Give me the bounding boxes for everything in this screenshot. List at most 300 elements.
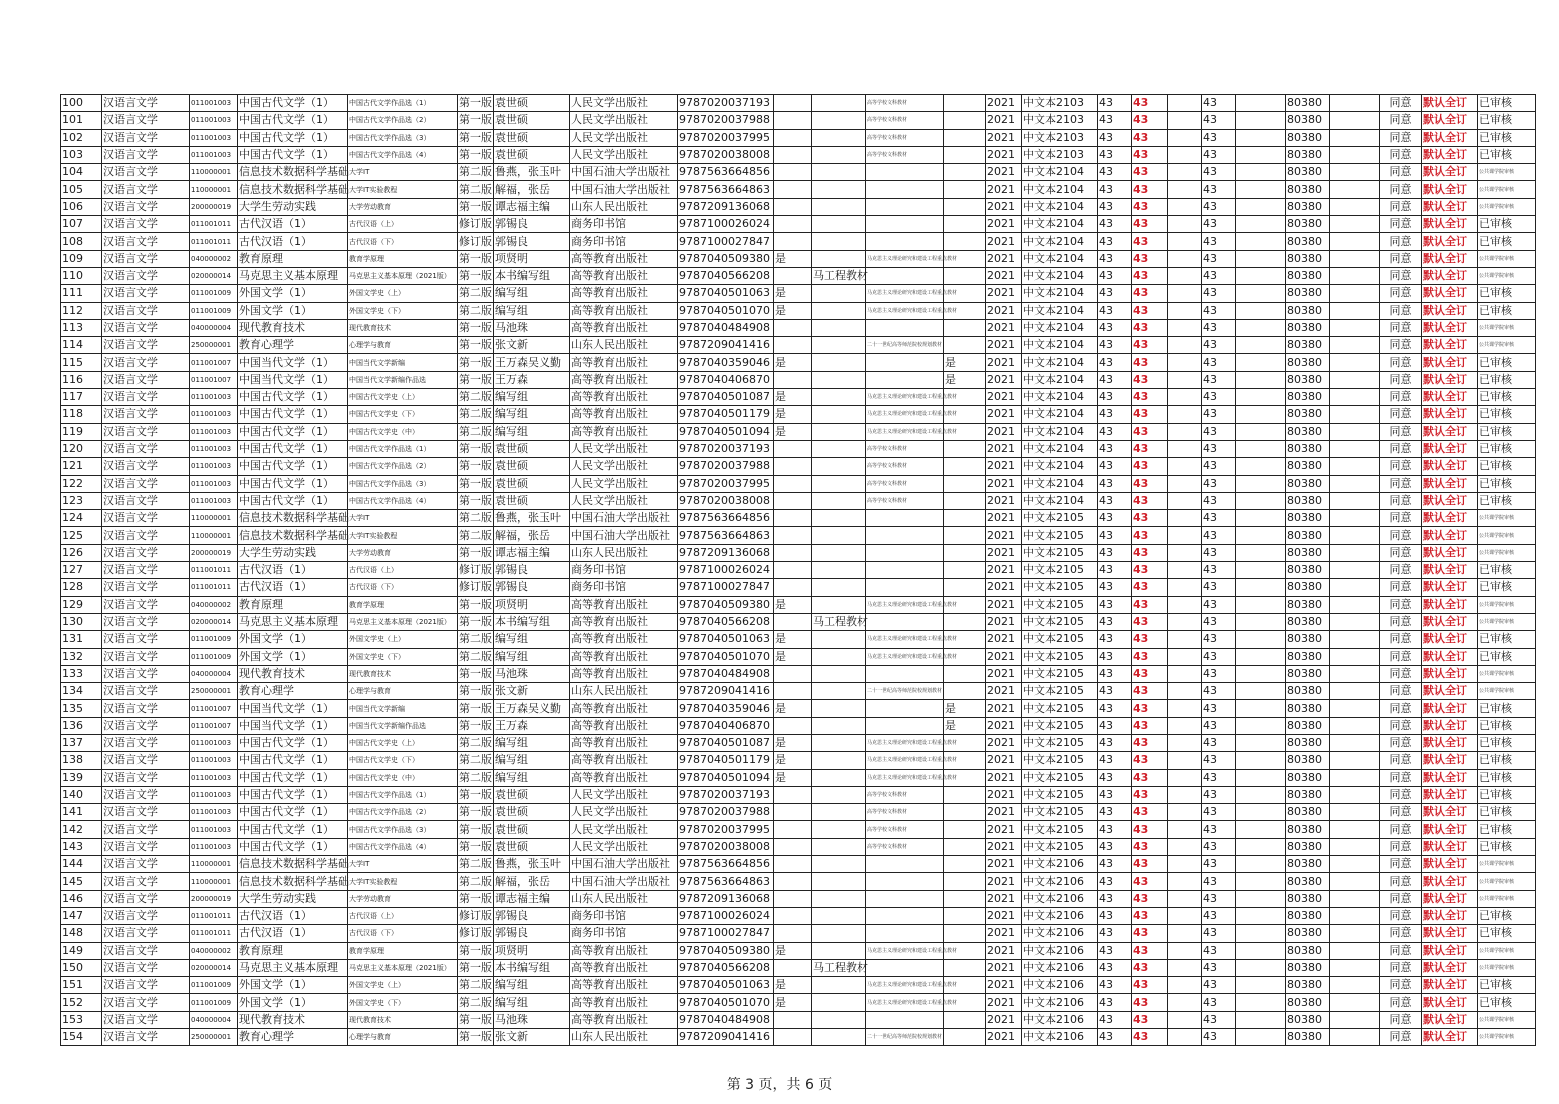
cell-publisher: 人民文学出版社 [570,146,678,163]
cell-blank-b [1236,389,1286,406]
cell-approval: 同意 [1380,475,1422,492]
cell-edition: 第二版 [458,769,494,786]
cell-order-count: 43 [1132,579,1168,596]
cell-course-code: 040000004 [190,1011,238,1028]
cell-row-number: 150 [61,959,102,976]
cell-author: 王万森吴义勤 [494,354,570,371]
cell-order-count: 43 [1132,1029,1168,1046]
cell-order-count: 43 [1132,475,1168,492]
cell-major: 汉语言文学 [102,198,190,215]
cell-isbn: 9787020038008 [678,492,774,509]
cell-planned-count: 43 [1098,977,1132,994]
cell-review-status: 公共课学院审核 [1478,596,1536,613]
cell-flag-a [774,959,812,976]
cell-flag-b [944,129,986,146]
cell-flag-b [944,786,986,803]
cell-review-status: 已审核 [1478,129,1536,146]
cell-teacher-id: 80380 [1286,95,1330,112]
cell-course-name: 中国古代文学（1） [238,458,348,475]
cell-grade: 2021 [986,233,1022,250]
table-row [61,613,1536,630]
cell-blank-a [1168,406,1202,423]
cell-textbook-title: 中国古代文学史（中） [348,769,458,786]
cell-blank-c [1330,1011,1380,1028]
cell-order-count: 43 [1132,492,1168,509]
cell-course-code: 011001009 [190,285,238,302]
cell-blank-c [1330,492,1380,509]
cell-order-status: 默认全订 [1422,1011,1478,1028]
cell-grade: 2021 [986,613,1022,630]
cell-blank-a [1168,371,1202,388]
cell-major: 汉语言文学 [102,786,190,803]
cell-count: 43 [1202,527,1236,544]
cell-grade: 2021 [986,631,1022,648]
cell-review-status: 公共课学院审核 [1478,181,1536,198]
cell-isbn: 9787209041416 [678,683,774,700]
cell-blank-a [1168,544,1202,561]
cell-order-status: 默认全订 [1422,683,1478,700]
cell-textbook-category [812,804,866,821]
cell-class-name: 中文本2106 [1022,873,1098,890]
cell-blank-c [1330,769,1380,786]
cell-approval: 同意 [1380,890,1422,907]
cell-author: 马池珠 [494,319,570,336]
cell-course-code: 040000004 [190,319,238,336]
cell-edition: 第二版 [458,752,494,769]
cell-order-status: 默认全订 [1422,1029,1478,1046]
cell-course-name: 信息技术数据科学基础 [238,510,348,527]
cell-teacher-id: 80380 [1286,856,1330,873]
cell-flag-b: 是 [944,717,986,734]
cell-edition: 第一版 [458,613,494,630]
cell-author: 编写组 [494,648,570,665]
cell-blank-c [1330,302,1380,319]
cell-count: 43 [1202,959,1236,976]
cell-planned-count: 43 [1098,873,1132,890]
cell-teacher-id: 80380 [1286,285,1330,302]
cell-major: 汉语言文学 [102,700,190,717]
cell-flag-b [944,579,986,596]
cell-blank-b [1236,198,1286,215]
cell-edition: 第二版 [458,181,494,198]
cell-course-code: 011001003 [190,769,238,786]
cell-textbook-category [812,492,866,509]
cell-publisher: 人民文学出版社 [570,458,678,475]
cell-award-type [866,856,944,873]
cell-author: 编写组 [494,769,570,786]
cell-textbook-category [812,890,866,907]
cell-order-count: 43 [1132,856,1168,873]
cell-major: 汉语言文学 [102,804,190,821]
cell-author: 袁世硕 [494,112,570,129]
cell-publisher: 高等教育出版社 [570,596,678,613]
cell-textbook-title: 心理学与教育 [348,1029,458,1046]
cell-blank-a [1168,804,1202,821]
cell-textbook-title: 外国文学史（上） [348,631,458,648]
cell-textbook-category [812,302,866,319]
cell-publisher: 高等教育出版社 [570,267,678,284]
cell-course-name: 教育心理学 [238,683,348,700]
cell-blank-c [1330,389,1380,406]
cell-textbook-title: 现代教育技术 [348,319,458,336]
cell-order-count: 43 [1132,95,1168,112]
cell-order-count: 43 [1132,285,1168,302]
cell-textbook-title: 古代汉语（上） [348,562,458,579]
cell-flag-b [944,95,986,112]
cell-grade: 2021 [986,873,1022,890]
cell-author: 解福，张岳 [494,181,570,198]
cell-course-code: 011001009 [190,648,238,665]
cell-publisher: 人民文学出版社 [570,475,678,492]
cell-approval: 同意 [1380,164,1422,181]
cell-blank-b [1236,596,1286,613]
cell-major: 汉语言文学 [102,596,190,613]
cell-teacher-id: 80380 [1286,319,1330,336]
cell-blank-b [1236,216,1286,233]
cell-teacher-id: 80380 [1286,146,1330,163]
cell-blank-c [1330,423,1380,440]
cell-award-type: 马克思主义理论研究和建设工程重点教材 [866,389,944,406]
cell-flag-a [774,579,812,596]
cell-flag-a [774,838,812,855]
cell-order-status: 默认全订 [1422,492,1478,509]
cell-planned-count: 43 [1098,440,1132,457]
cell-flag-a [774,683,812,700]
cell-count: 43 [1202,302,1236,319]
cell-row-number: 154 [61,1029,102,1046]
cell-publisher: 高等教育出版社 [570,631,678,648]
cell-review-status: 公共课学院审核 [1478,198,1536,215]
cell-award-type: 二十一世纪高等师范院校规划教材 [866,1029,944,1046]
cell-publisher: 高等教育出版社 [570,700,678,717]
cell-approval: 同意 [1380,856,1422,873]
cell-order-status: 默认全订 [1422,440,1478,457]
cell-author: 袁世硕 [494,475,570,492]
cell-grade: 2021 [986,337,1022,354]
cell-row-number: 106 [61,198,102,215]
cell-award-type [866,371,944,388]
cell-course-code: 011001011 [190,233,238,250]
cell-major: 汉语言文学 [102,977,190,994]
cell-flag-a [774,181,812,198]
cell-grade: 2021 [986,406,1022,423]
cell-major: 汉语言文学 [102,354,190,371]
cell-blank-c [1330,406,1380,423]
cell-row-number: 141 [61,804,102,821]
cell-flag-a [774,129,812,146]
cell-course-name: 中国古代文学（1） [238,734,348,751]
cell-flag-a [774,164,812,181]
cell-textbook-title: 中国当代文学新编作品选 [348,371,458,388]
cell-order-status: 默认全订 [1422,579,1478,596]
cell-planned-count: 43 [1098,613,1132,630]
cell-row-number: 105 [61,181,102,198]
cell-course-code: 200000019 [190,890,238,907]
cell-row-number: 145 [61,873,102,890]
cell-publisher: 高等教育出版社 [570,423,678,440]
cell-order-count: 43 [1132,181,1168,198]
cell-textbook-title: 中国当代文学新编 [348,700,458,717]
cell-course-name: 中国古代文学（1） [238,786,348,803]
cell-major: 汉语言文学 [102,371,190,388]
cell-blank-a [1168,337,1202,354]
cell-blank-a [1168,129,1202,146]
cell-order-status: 默认全订 [1422,959,1478,976]
cell-blank-b [1236,129,1286,146]
cell-count: 43 [1202,977,1236,994]
cell-planned-count: 43 [1098,631,1132,648]
table-row [61,734,1536,751]
cell-blank-c [1330,890,1380,907]
cell-grade: 2021 [986,648,1022,665]
cell-grade: 2021 [986,579,1022,596]
cell-author: 袁世硕 [494,804,570,821]
cell-blank-a [1168,769,1202,786]
cell-class-name: 中文本2104 [1022,423,1098,440]
cell-edition: 第一版 [458,475,494,492]
cell-award-type [866,181,944,198]
cell-award-type [866,613,944,630]
cell-author: 本书编写组 [494,613,570,630]
cell-major: 汉语言文学 [102,146,190,163]
cell-grade: 2021 [986,371,1022,388]
cell-course-name: 古代汉语（1） [238,233,348,250]
cell-blank-a [1168,250,1202,267]
cell-blank-a [1168,1029,1202,1046]
cell-author: 编写组 [494,752,570,769]
cell-teacher-id: 80380 [1286,440,1330,457]
cell-author: 袁世硕 [494,458,570,475]
cell-publisher: 人民文学出版社 [570,804,678,821]
cell-grade: 2021 [986,250,1022,267]
page-footer: 第 3 页，共 6 页 [726,1077,833,1093]
cell-blank-a [1168,164,1202,181]
cell-count: 43 [1202,683,1236,700]
cell-order-count: 43 [1132,337,1168,354]
cell-isbn: 9787020037193 [678,95,774,112]
cell-isbn: 9787020038008 [678,146,774,163]
cell-teacher-id: 80380 [1286,838,1330,855]
cell-teacher-id: 80380 [1286,752,1330,769]
cell-approval: 同意 [1380,648,1422,665]
cell-edition: 第一版 [458,371,494,388]
cell-textbook-category [812,1011,866,1028]
cell-author: 袁世硕 [494,838,570,855]
cell-course-code: 011001003 [190,492,238,509]
cell-class-name: 中文本2104 [1022,233,1098,250]
cell-approval: 同意 [1380,804,1422,821]
cell-review-status: 已审核 [1478,562,1536,579]
cell-blank-c [1330,977,1380,994]
cell-course-name: 马克思主义基本原理 [238,959,348,976]
table-row [61,527,1536,544]
cell-blank-c [1330,734,1380,751]
cell-class-name: 中文本2105 [1022,821,1098,838]
cell-blank-a [1168,198,1202,215]
table-row [61,129,1536,146]
cell-edition: 第二版 [458,527,494,544]
cell-blank-b [1236,510,1286,527]
cell-blank-b [1236,544,1286,561]
cell-class-name: 中文本2106 [1022,959,1098,976]
cell-order-count: 43 [1132,700,1168,717]
cell-publisher: 商务印书馆 [570,233,678,250]
cell-publisher: 人民文学出版社 [570,112,678,129]
cell-flag-a [774,112,812,129]
cell-blank-b [1236,337,1286,354]
cell-class-name: 中文本2105 [1022,786,1098,803]
cell-approval: 同意 [1380,562,1422,579]
cell-count: 43 [1202,129,1236,146]
cell-order-count: 43 [1132,562,1168,579]
cell-award-type: 高等学校文科教材 [866,146,944,163]
cell-course-code: 011001011 [190,925,238,942]
cell-grade: 2021 [986,1029,1022,1046]
cell-blank-b [1236,181,1286,198]
cell-major: 汉语言文学 [102,233,190,250]
cell-count: 43 [1202,769,1236,786]
cell-approval: 同意 [1380,579,1422,596]
cell-flag-a: 是 [774,648,812,665]
cell-blank-a [1168,994,1202,1011]
cell-author: 张文新 [494,683,570,700]
cell-blank-c [1330,562,1380,579]
cell-award-type [866,319,944,336]
table-row [61,250,1536,267]
cell-award-type: 马克思主义理论研究和建设工程重点教材 [866,734,944,751]
cell-approval: 同意 [1380,734,1422,751]
cell-grade: 2021 [986,181,1022,198]
cell-course-name: 信息技术数据科学基础 [238,873,348,890]
cell-planned-count: 43 [1098,337,1132,354]
cell-teacher-id: 80380 [1286,734,1330,751]
cell-flag-b [944,475,986,492]
cell-award-type [866,233,944,250]
cell-teacher-id: 80380 [1286,354,1330,371]
table-row [61,492,1536,509]
cell-award-type [866,907,944,924]
cell-order-status: 默认全订 [1422,925,1478,942]
table-row [61,959,1536,976]
cell-course-name: 中国古代文学（1） [238,146,348,163]
cell-order-count: 43 [1132,267,1168,284]
cell-edition: 第一版 [458,596,494,613]
cell-isbn: 9787040509380 [678,942,774,959]
cell-award-type: 高等学校文科教材 [866,492,944,509]
cell-award-type: 马克思主义理论研究和建设工程重点教材 [866,302,944,319]
cell-grade: 2021 [986,700,1022,717]
cell-review-status: 公共课学院审核 [1478,544,1536,561]
cell-class-name: 中文本2104 [1022,354,1098,371]
cell-course-code: 110000001 [190,873,238,890]
textbook-order-table [60,94,1536,1046]
cell-approval: 同意 [1380,302,1422,319]
cell-teacher-id: 80380 [1286,423,1330,440]
cell-course-name: 中国古代文学（1） [238,112,348,129]
cell-major: 汉语言文学 [102,890,190,907]
cell-flag-b [944,683,986,700]
cell-textbook-category [812,164,866,181]
cell-class-name: 中文本2104 [1022,475,1098,492]
cell-teacher-id: 80380 [1286,907,1330,924]
cell-major: 汉语言文学 [102,959,190,976]
cell-major: 汉语言文学 [102,752,190,769]
cell-course-code: 011001003 [190,804,238,821]
cell-class-name: 中文本2105 [1022,734,1098,751]
cell-course-name: 教育原理 [238,250,348,267]
cell-author: 王万森 [494,371,570,388]
cell-major: 汉语言文学 [102,562,190,579]
cell-author: 编写组 [494,734,570,751]
cell-author: 项贤明 [494,942,570,959]
cell-flag-a: 是 [774,250,812,267]
cell-blank-c [1330,458,1380,475]
cell-grade: 2021 [986,596,1022,613]
cell-blank-a [1168,683,1202,700]
cell-course-code: 011001003 [190,440,238,457]
cell-order-status: 默认全订 [1422,319,1478,336]
cell-flag-a [774,856,812,873]
cell-review-status: 公共课学院审核 [1478,959,1536,976]
table-row [61,319,1536,336]
cell-grade: 2021 [986,354,1022,371]
cell-course-code: 250000001 [190,683,238,700]
cell-blank-c [1330,527,1380,544]
cell-textbook-category [812,683,866,700]
cell-count: 43 [1202,475,1236,492]
table-row [61,804,1536,821]
cell-blank-b [1236,700,1286,717]
cell-isbn: 9787040501094 [678,423,774,440]
cell-blank-c [1330,371,1380,388]
cell-textbook-category [812,129,866,146]
cell-major: 汉语言文学 [102,406,190,423]
cell-textbook-title: 教育学原理 [348,250,458,267]
cell-planned-count: 43 [1098,925,1132,942]
cell-flag-a: 是 [774,285,812,302]
cell-class-name: 中文本2104 [1022,440,1098,457]
cell-major: 汉语言文学 [102,423,190,440]
cell-planned-count: 43 [1098,181,1132,198]
cell-course-code: 110000001 [190,164,238,181]
cell-grade: 2021 [986,665,1022,682]
cell-course-name: 中国古代文学（1） [238,804,348,821]
cell-blank-b [1236,994,1286,1011]
cell-order-status: 默认全订 [1422,994,1478,1011]
table-row [61,769,1536,786]
cell-publisher: 高等教育出版社 [570,371,678,388]
cell-course-name: 中国古代文学（1） [238,406,348,423]
cell-class-name: 中文本2105 [1022,752,1098,769]
cell-blank-a [1168,786,1202,803]
cell-blank-a [1168,959,1202,976]
cell-edition: 第二版 [458,631,494,648]
cell-approval: 同意 [1380,873,1422,890]
cell-order-status: 默认全订 [1422,337,1478,354]
cell-course-code: 040000002 [190,596,238,613]
cell-textbook-title: 中国古代文学作品选（2） [348,112,458,129]
cell-teacher-id: 80380 [1286,112,1330,129]
cell-textbook-category [812,700,866,717]
cell-blank-a [1168,700,1202,717]
cell-course-code: 011001007 [190,717,238,734]
cell-course-name: 中国当代文学（1） [238,371,348,388]
cell-course-code: 110000001 [190,181,238,198]
cell-flag-a: 是 [774,769,812,786]
cell-major: 汉语言文学 [102,302,190,319]
cell-count: 43 [1202,510,1236,527]
cell-award-type: 马克思主义理论研究和建设工程重点教材 [866,250,944,267]
